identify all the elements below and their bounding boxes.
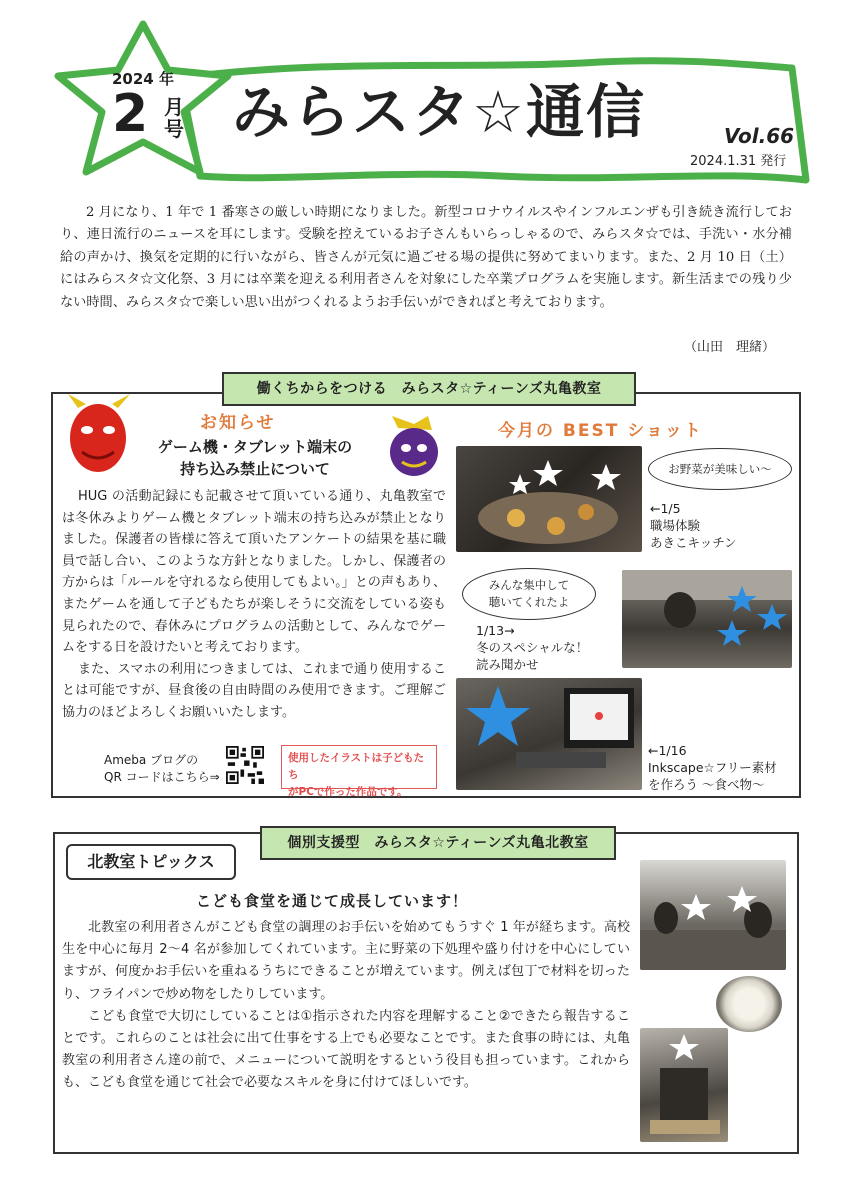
kita-article-body — [62, 917, 630, 1095]
speech-bubble-line: みんな集中して — [488, 578, 570, 592]
photo-scene — [640, 1028, 728, 1142]
photo-scene — [456, 446, 642, 552]
speech-bubble — [462, 568, 596, 620]
photo-caption-line: 職場体験 — [650, 518, 701, 533]
illustration-note-line: がPCで作った作品です。 — [288, 786, 408, 798]
photo-scene — [456, 678, 642, 790]
illustration-note-line: 使用したイラストは子どもたち — [288, 752, 425, 781]
photo-caption — [648, 742, 777, 793]
speech-bubble: お野菜が美味しい～ — [648, 448, 792, 490]
kids-cafeteria-cooking-photo — [640, 860, 786, 970]
topics-label: 北教室トピックス — [66, 844, 236, 880]
photo-caption-line: 1/13→ — [476, 623, 515, 638]
kita-section-banner: 個別支援型 みらスタ☆ティーンズ丸亀北教室 — [260, 826, 616, 860]
photo-scene — [640, 860, 786, 970]
issue-month-suffix: 月号 — [164, 95, 184, 141]
qr-label-line: Ameba ブログの — [104, 753, 199, 767]
notice-body — [62, 486, 446, 724]
qr-label — [104, 752, 220, 786]
notice-title-line: 持ち込み禁止について — [180, 460, 330, 478]
photo-caption-line: 冬のスペシャルな！ — [476, 640, 589, 655]
notice-heading: お知らせ — [200, 413, 276, 433]
qr-label-line: QR コードはこちら⇒ — [104, 770, 220, 784]
photo-caption-line: Inkscape☆フリー素材 — [648, 760, 777, 775]
best-shot-heading: 今月の BEST ショット — [498, 421, 703, 441]
meal-plate-photo — [716, 976, 782, 1032]
photo-caption-line: を作ろう ～食べ物～ — [648, 777, 765, 792]
red-oni-illustration — [60, 394, 136, 476]
photo-caption-line: ←1/5 — [650, 501, 681, 516]
photo-caption-line: ←1/16 — [648, 743, 687, 758]
inkscape-class-photo — [456, 678, 642, 790]
intro-paragraph: 2 月になり、1 年で 1 番寒さの厳しい時期になりました。新型コロナウイルスやインフルエンザも引き続き流行しており、連日流行のニュースを耳にします。受験を控えているお子さんもいらっしゃるので、みらスタ☆では、手洗い・水分補給の声かけ、換気を定期的に行いながら、皆さんが元気に過ごせる場の提供に努めてまいります。また、2 月 10 日（土）にはみらスタ☆文化祭、3 月には卒業を迎える利用者さんを対象にした卒業プログラムを実施します。新生活までの残り少ない時間、みらスタ☆で楽しい思い出がつくれるようお手伝いができればと考えております。 — [60, 205, 792, 310]
notice-title-line: ゲーム機・タブレット端末の — [157, 438, 353, 456]
cutting-vegetables-photo — [640, 1028, 728, 1142]
photo-caption-line: あきこキッチン — [650, 535, 737, 550]
newsletter-title: みらスタ☆通信 — [232, 78, 646, 146]
intro-author: （山田 理緒） — [684, 340, 776, 355]
kita-article-title: こども食堂を通じて成長しています！ — [196, 892, 469, 910]
illustration-note — [281, 745, 437, 798]
photo-caption — [476, 622, 588, 673]
speech-bubble-line: 聴いてくれたよ — [488, 595, 570, 609]
kita-article-paragraph: こども食堂で大切にしていることは①指示された内容を理解すること②できたら報告することです。これらのことは社会に出て仕事をする上でも必要なことです。また食事の時には、丸亀教室の利用者さん達の前で、メニューについて説明をするという役目も担っています。これからも、こども食堂を通じて社会で必要なスキルを身に付けてほしいです。 — [62, 1008, 630, 1091]
notice-title — [140, 436, 370, 480]
issue-month-number: 2 — [112, 84, 149, 144]
storytelling-photo — [622, 570, 792, 668]
issue-year: 2024 年 — [112, 70, 174, 88]
volume-number: Vol.66 — [724, 124, 795, 148]
kita-article-paragraph: 北教室の利用者さんがこども食堂の調理のお手伝いを始めてもうすぐ 1 年が経ちます。高校生を中心に毎月 2～4 名が参加してくれています。主に野菜の下処理や盛り付けを中心にしていますが、何度かお手伝いを重ねるうちにできることが増えています。例えば包丁で材料を切ったり、フライパンで炒め物をしたりしています。 — [62, 920, 630, 1002]
cooking-workplace-photo — [456, 446, 642, 552]
photo-caption-line: 読み聞かせ — [476, 657, 539, 672]
notice-paragraph: HUG の活動記録にも記載させて頂いている通り、丸亀教室では冬休みよりゲーム機とタブレット端末の持ち込みが禁止となりました。保護者の皆様に答えて頂いたアンケートの結果を基に職員で話し合い、このような方針となりました。しかし、保護者の方からは「ルールを守れるなら使用してもよい。」との声もあり、またゲームを通して子どもたちが楽しそうに交流をしている姿も見られたので、春休みにプログラムの活動として、みんなでゲームをする日を設けたいと考えております。 — [62, 489, 446, 656]
photo-scene — [622, 570, 792, 668]
notice-paragraph: また、スマホの利用につきましては、これまで通り使用することは可能ですが、昼食後の自由時間のみ使用できます。ご理解ご協力のほどよろしくお願いいたします。 — [62, 661, 446, 720]
photo-caption — [650, 500, 737, 551]
purple-oni-illustration — [384, 414, 444, 478]
blog-qr-code[interactable] — [226, 746, 264, 784]
issue-date: 2024.1.31 発行 — [690, 154, 787, 169]
marugame-section-banner: 働くちからをつける みらスタ☆ティーンズ丸亀教室 — [222, 372, 636, 406]
